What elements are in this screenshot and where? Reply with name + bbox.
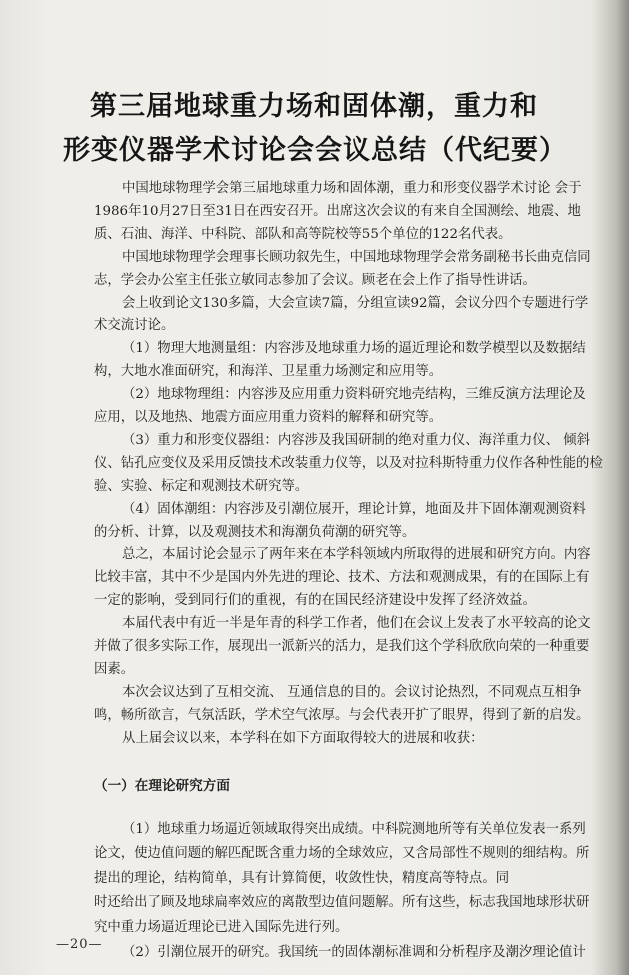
text-line: 并做了很多实际工作，展现出一派新兴的活力，是我们这个学科欣欣向荣的一种重要 bbox=[94, 639, 590, 654]
text-line: 中国地球物理学会理事长顾功叙先生，中国地球物理学会常务副秘书长曲克信同 bbox=[122, 249, 591, 265]
text-line: 中国地球物理学会第三届地球重力场和固体潮，重力和形变仪器学术讨论 会于 bbox=[122, 181, 582, 196]
text-line: 论文，使边值问题的解匹配既含重力场的全球效应，又含局部性不规则的细结构。所 bbox=[94, 846, 590, 862]
text-line: （3）重力和形变仪器组：内容涉及我国研制的绝对重力仪、海洋重力仪、 倾斜 bbox=[122, 432, 591, 448]
text-line: 本次会议达到了互相交流、 互通信息的目的。会议讨论热烈，不同观点互相争 bbox=[122, 684, 582, 700]
text-line: 究中重力场逼近理论已进入国际先进行列。 bbox=[94, 919, 349, 935]
text-line: （1）地球重力场逼近领域取得突出成绩。中科院测地所等有关单位发表一系列 bbox=[122, 821, 586, 837]
text-line: 验、实验、标定和观测技术研究等。 bbox=[94, 478, 309, 494]
text-line: （2）地球物理组：内容涉及应用重力资料研究地壳结构，三维反演方法理论及 bbox=[122, 387, 586, 403]
text-line: 质、石油、海洋、中科院、部队和高等院校等55个单位的122名代表。 bbox=[94, 226, 512, 242]
text-line: （4）固体潮组：内容涉及引潮位展开，理论计算，地面及井下固体潮观测资料 bbox=[122, 501, 586, 517]
text-line: 提出的理论，结构简单，具有计算简便，收敛性快，精度高等特点。同 bbox=[94, 870, 510, 886]
document-title-line-2: 形变仪器学术讨论会会议总结（代纪要） bbox=[63, 135, 567, 166]
text-line: 会上收到论文130多篇，大会宣读7篇，分组宣读92篇，会议分四个专题进行学 bbox=[122, 295, 589, 311]
section-heading: （一）在理论研究方面 bbox=[94, 777, 230, 794]
page-number: —20— bbox=[56, 937, 103, 952]
text-line: （2）引潮位展开的研究。我国统一的固体潮标准调和分析程序及潮汐理论值计 bbox=[122, 944, 586, 960]
text-line: 从上届会议以来，本学科在如下方面取得较大的进展和收获： bbox=[122, 730, 484, 746]
text-line: 仪、钻孔应变仪及采用反馈技术改装重力仪等，以及对拉科斯特重力仪作各种性能的检 bbox=[94, 455, 603, 471]
text-line: 1986年10月27日至31日在西安召开。出席这次会议的有来自全国测绘、地震、地 bbox=[94, 203, 581, 219]
text-line: 时还给出了顾及地球扁率效应的离散型边值问题解。所有这些，标志我国地球形状研 bbox=[94, 895, 590, 911]
text-line: 一定的影响，受到同行们的重视，有的在国民经济建设中发挥了经济效益。 bbox=[94, 593, 536, 609]
text-line: 构，大地水准面研究，和海洋、卫星重力场测定和应用等。 bbox=[94, 364, 443, 380]
text-line: 鸣，畅所欲言，气氛活跃，学术空气浓厚。与会代表开扩了眼界，得到了新的启发。 bbox=[94, 707, 590, 723]
text-line: 因素。 bbox=[94, 661, 135, 677]
text-line: 术交流讨论。 bbox=[94, 318, 175, 334]
text-line: 的分析、计算，以及观测技术和海潮负荷潮的研究等。 bbox=[94, 524, 416, 540]
text-line: 应用，以及地热、地震方面应用重力资料的解释和研究等。 bbox=[94, 410, 443, 425]
document-title-line-1: 第三届地球重力场和固体潮，重力和 bbox=[90, 91, 538, 122]
text-line: （1）物理大地测量组：内容涉及地球重力场的逼近理论和数学模型以及数据结 bbox=[122, 341, 586, 357]
text-line: 本届代表中有近一半是年青的科学工作者，他们在会议上发表了水平较高的论文 bbox=[122, 616, 591, 632]
text-line: 志，学会办公室主任张立敏同志参加了会议。顾老在会上作了指导性讲话。 bbox=[94, 272, 536, 288]
text-line: 总之，本届讨论会显示了两年来在本学科领域内所取得的进展和研究方向。内容 bbox=[122, 547, 591, 563]
text-line: 比较丰富，其中不少是国内外先进的理论、技术、方法和观测成果，有的在国际上有 bbox=[94, 570, 590, 586]
